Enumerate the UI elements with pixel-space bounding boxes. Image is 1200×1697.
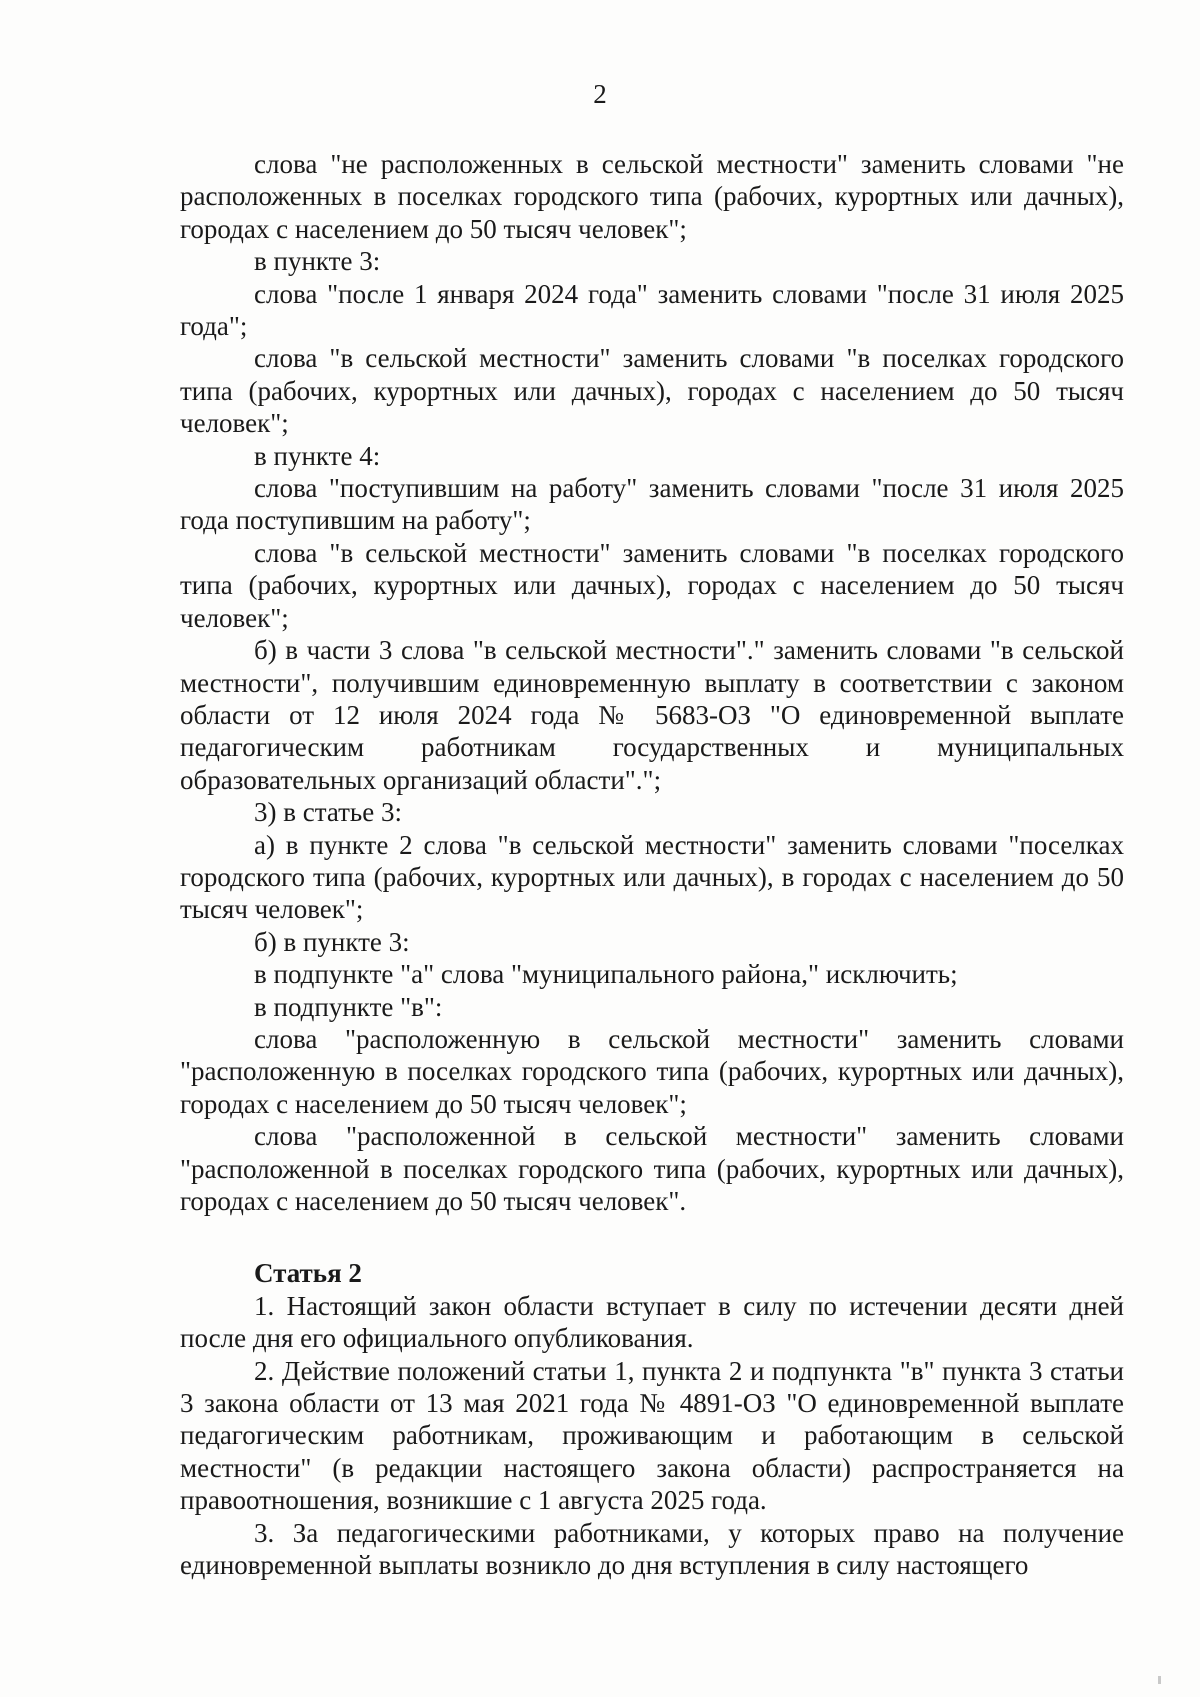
amendment-paragraph: слова "расположенной в сельской местности" заменить словами "расположенной в поселках городского типа (рабочих, курортных или дачных), городах с населением до 50 тысяч человек".: [180, 1121, 1124, 1216]
amendment-paragraph: слова "после 1 января 2024 года" заменить словами "после 31 июля 2025 года";: [180, 278, 1124, 342]
amendment-paragraph: 3) в статье 3:: [254, 797, 402, 828]
article-paragraph: 3. За педагогическими работниками, у которых право на получение единовременной выплаты возникло до дня вступления в силу настоящего: [180, 1517, 1124, 1581]
amendment-paragraph: в пункте 3:: [254, 246, 381, 277]
amendment-paragraph: в подпункте "в":: [254, 991, 443, 1022]
amendment-paragraph: слова "в сельской местности" заменить словами "в поселках городского типа (рабочих, курортных или дачных), городах с населением до 50 тысяч человек";: [180, 537, 1124, 633]
article-heading: Статья 2: [254, 1258, 362, 1289]
amendment-paragraph: слова "расположенную в сельской местности" заменить словами "расположенную в поселках городского типа (рабочих, курортных или дачных), городах с населением до 50 тысяч человек";: [180, 1023, 1124, 1119]
amendment-paragraph: слова "не расположенных в сельской местности" заменить словами "не расположенных в поселках городского типа (рабочих, курортных или дачных), городах с населением до 50 тысяч человек";: [180, 149, 1124, 244]
amendment-paragraph: слова "в сельской местности" заменить словами "в поселках городского типа (рабочих, курортных или дачных), городах с населением до 50 тысяч человек";: [180, 343, 1124, 439]
amendment-paragraph: слова "поступившим на работу" заменить словами "после 31 июля 2025 года поступившим на работу";: [180, 473, 1124, 536]
amendment-paragraph: а) в пункте 2 слова "в сельской местности" заменить словами "поселках городского типа (рабочих, курортных или дачных), в городах с населением до 50 тысяч человек";: [180, 829, 1124, 925]
document-body: [180, 148, 1124, 1581]
amendment-paragraph: в пункте 4:: [254, 440, 381, 471]
article-paragraph: 1. Настоящий закон области вступает в силу по истечении десяти дней после дня его официального опубликования.: [180, 1290, 1124, 1354]
amendment-paragraph: б) в пункте 3:: [254, 926, 410, 957]
amendment-paragraph: б) в части 3 слова "в сельской местности"." заменить словами "в сельской местности", получившим единовременную выплату в соответствии с законом области от 12 июля 2024 года № 5683-ОЗ "О единовременной выплате педагогическим работникам государственных и муниципальных образовательных организаций области".";: [180, 635, 1124, 795]
page-number: 2: [593, 79, 607, 109]
amendment-paragraph: в подпункте "а" слова "муниципального района," исключить;: [254, 959, 958, 990]
scan-speck: [1158, 1676, 1161, 1684]
article-paragraph: 2. Действие положений статьи 1, пункта 2 и подпункта "в" пункта 3 статьи 3 закона области от 13 мая 2021 года № 4891-ОЗ "О единовременной выплате педагогическим работникам, проживающим и работающим в сельской местности" (в редакции настоящего закона области) распространяется на правоотношения, возникшие с 1 августа 2025 года.: [180, 1355, 1124, 1516]
